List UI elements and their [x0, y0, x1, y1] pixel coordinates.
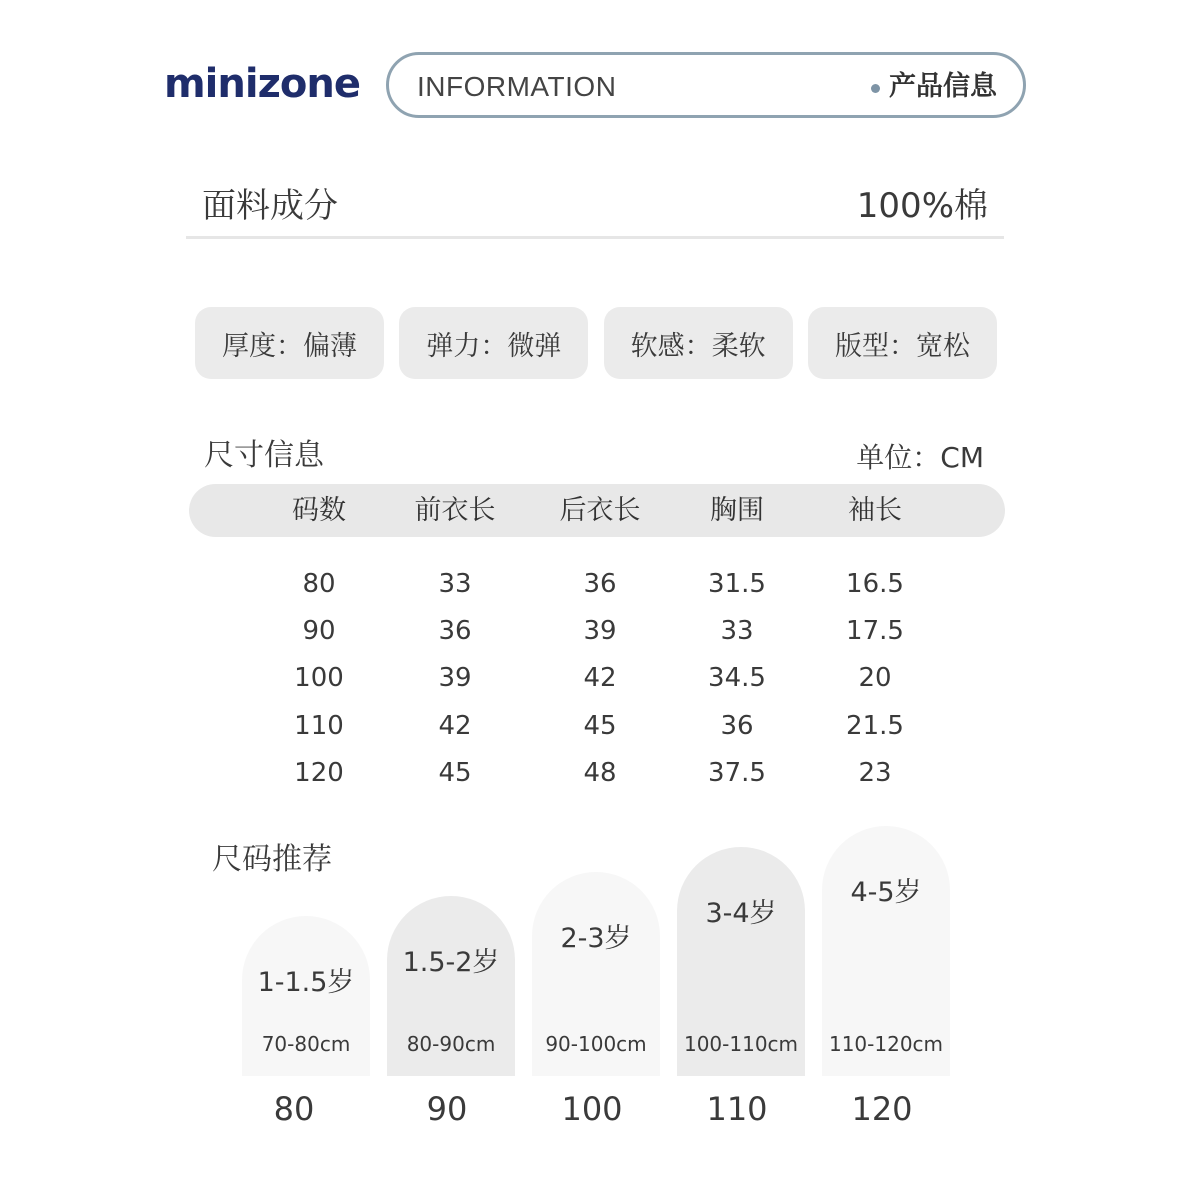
cell-chest: 34.5: [708, 663, 766, 693]
information-banner: [386, 52, 1026, 118]
cell-size: 90: [302, 616, 336, 646]
column-header-size: 码数: [292, 495, 346, 526]
cell-back-length: 36: [583, 569, 617, 599]
cell-back-length: 45: [583, 711, 617, 741]
age-range: 3-4岁: [705, 898, 777, 929]
age-range: 4-5岁: [850, 877, 922, 908]
cell-back-length: 39: [583, 616, 617, 646]
cell-back-length: 42: [583, 663, 617, 693]
height-range: 80-90cm: [406, 1032, 496, 1056]
cell-sleeve: 21.5: [846, 711, 904, 741]
cell-front-length: 36: [438, 616, 472, 646]
property-tags: [195, 307, 997, 379]
cell-size: 80: [302, 569, 336, 599]
age-range: 2-3岁: [560, 923, 632, 954]
fabric-label: 面料成分: [202, 186, 338, 226]
column-header-back-length: 后衣长: [559, 495, 641, 526]
cell-size: 100: [294, 663, 344, 693]
recommended-size: 120: [851, 1090, 913, 1128]
divider: [186, 236, 1004, 239]
fabric-value: 100%棉: [856, 186, 988, 226]
cell-chest: 37.5: [708, 758, 766, 788]
cell-sleeve: 23: [858, 758, 892, 788]
height-range: 70-80cm: [261, 1032, 351, 1056]
recommended-size: 90: [426, 1090, 468, 1128]
height-range: 90-100cm: [545, 1032, 647, 1056]
size-table-header: [189, 484, 1005, 537]
property-elasticity: 弹力：微弹: [399, 307, 588, 379]
size-recommendation-title: 尺码推荐: [212, 842, 332, 877]
brand-logo: minizone: [164, 61, 360, 107]
recommended-size: 100: [561, 1090, 623, 1128]
size-unit: 单位：CM: [856, 441, 984, 474]
column-header-front-length: 前衣长: [414, 495, 496, 526]
cell-sleeve: 17.5: [846, 616, 904, 646]
recommended-size: 80: [273, 1090, 315, 1128]
age-range: 1-1.5岁: [257, 967, 355, 998]
cell-size: 110: [294, 711, 344, 741]
height-range: 100-110cm: [683, 1032, 799, 1056]
cell-sleeve: 16.5: [846, 569, 904, 599]
cell-front-length: 42: [438, 711, 472, 741]
size-info-title: 尺寸信息: [204, 438, 324, 473]
cell-chest: 33: [720, 616, 754, 646]
bullet-dot-icon: [871, 84, 880, 93]
cell-chest: 31.5: [708, 569, 766, 599]
column-header-chest: 胸围: [710, 495, 764, 526]
cell-front-length: 45: [438, 758, 472, 788]
age-range: 1.5-2岁: [402, 947, 500, 978]
property-softness: 软感：柔软: [604, 307, 793, 379]
cell-back-length: 48: [583, 758, 617, 788]
height-range: 110-120cm: [828, 1032, 944, 1056]
property-thickness: 厚度：偏薄: [195, 307, 384, 379]
property-fit: 版型：宽松: [808, 307, 997, 379]
column-header-sleeve: 袖长: [848, 495, 902, 526]
information-title: INFORMATION: [417, 71, 617, 102]
cell-size: 120: [294, 758, 344, 788]
cell-front-length: 39: [438, 663, 472, 693]
cell-front-length: 33: [438, 569, 472, 599]
information-subtitle: 产品信息: [889, 71, 997, 102]
recommended-size: 110: [706, 1090, 768, 1128]
cell-chest: 36: [720, 711, 754, 741]
cell-sleeve: 20: [858, 663, 892, 693]
